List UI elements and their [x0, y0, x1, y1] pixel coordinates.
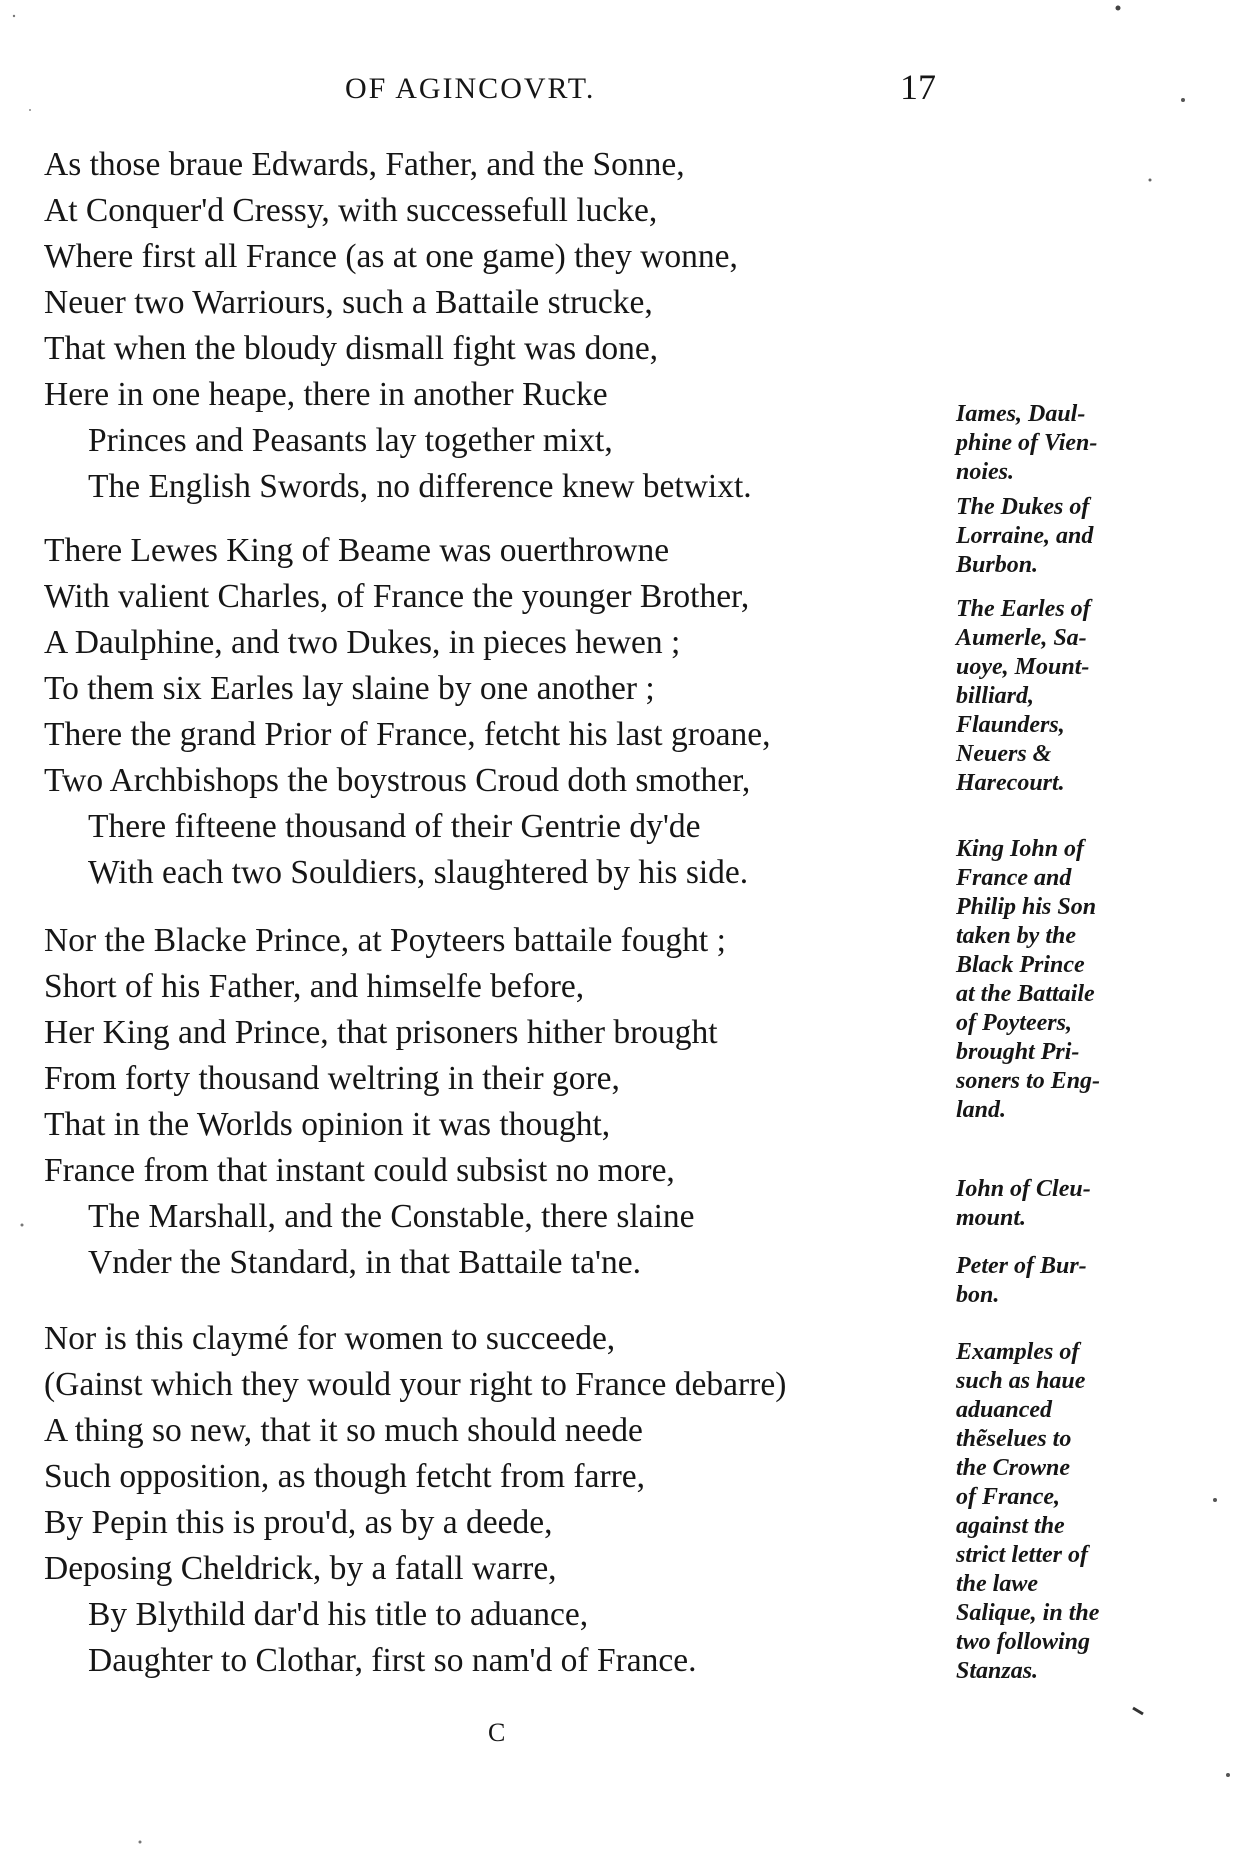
note-line: Harecourt.: [956, 770, 1065, 796]
marginal-note: [956, 1252, 1087, 1310]
verse-line-indented: The Marshall, and the Constable, there slaine: [88, 1198, 695, 1235]
verse-line: There Lewes King of Beame was ouerthrowne: [44, 532, 670, 569]
verse-line-indented: With each two Souldiers, slaughtered by his side.: [88, 854, 749, 891]
verse-line: As those braue Edwards, Father, and the Sonne,: [44, 146, 685, 183]
note-line: brought Pri-: [956, 1039, 1080, 1065]
note-line: Flaunders,: [956, 712, 1065, 738]
marginal-note: [956, 400, 1097, 487]
note-line: taken by the: [956, 923, 1076, 949]
signature-mark: C: [488, 1718, 506, 1747]
verse-line: By Pepin this is prou'd, as by a deede,: [44, 1504, 553, 1541]
note-line: bon.: [956, 1282, 1000, 1308]
note-line: at the Battaile: [956, 981, 1095, 1007]
note-line: Peter of Bur-: [956, 1253, 1087, 1279]
marginal-note: [956, 1338, 1099, 1686]
stanza-2: [44, 528, 944, 896]
note-line: uoye, Mount-: [956, 654, 1090, 680]
verse-line: There the grand Prior of France, fetcht his last groane,: [44, 716, 771, 753]
note-line: Iohn of Cleu-: [956, 1176, 1091, 1202]
verse-line: Such opposition, as though fetcht from farre,: [44, 1458, 646, 1495]
note-line: noies.: [956, 459, 1015, 485]
verse-line: With valient Charles, of France the younger Brother,: [44, 578, 750, 615]
note-line: the Crowne: [956, 1455, 1071, 1481]
verse-line-indented: Daughter to Clothar, first so nam'd of France.: [88, 1642, 697, 1679]
note-line: billiard,: [956, 683, 1035, 709]
verse-line: Her King and Prince, that prisoners hither brought: [44, 1014, 718, 1051]
note-line: soners to Eng-: [956, 1068, 1101, 1094]
marginal-note: [956, 595, 1091, 798]
note-line: Stanzas.: [956, 1658, 1039, 1684]
note-line: King Iohn of: [956, 836, 1085, 862]
marginal-note: [956, 1175, 1091, 1233]
speck: [13, 15, 15, 17]
speck: [1149, 179, 1152, 182]
verse-line: France from that instant could subsist no more,: [44, 1152, 675, 1189]
speck: [21, 1224, 24, 1227]
note-line: Aumerle, Sa-: [956, 625, 1087, 651]
verse-line: Neuer two Warriours, such a Battaile strucke,: [44, 284, 653, 321]
note-line: Lorraine, and: [956, 523, 1094, 549]
stanza-3: [44, 918, 944, 1286]
speck: [29, 109, 31, 111]
marginal-note: [956, 493, 1093, 580]
note-line: thẽselues to: [956, 1426, 1072, 1452]
speck: [1116, 6, 1121, 11]
stanza-4: [44, 1316, 944, 1684]
note-line: Philip his Son: [956, 894, 1097, 920]
verse-line: A Daulphine, and two Dukes, in pieces hewen ;: [44, 624, 681, 661]
note-line: against the: [956, 1513, 1065, 1539]
verse-line: Nor is this claymé for women to succeede,: [44, 1320, 616, 1357]
poem-body: [44, 142, 944, 1684]
verse-line: Deposing Cheldrick, by a fatall warre,: [44, 1550, 557, 1587]
verse-line-indented: There fifteene thousand of their Gentrie dy'de: [88, 808, 701, 845]
note-line: the lawe: [956, 1571, 1038, 1597]
verse-line: A thing so new, that it so much should neede: [44, 1412, 643, 1449]
verse-line-indented: By Blythild dar'd his title to aduance,: [88, 1596, 589, 1633]
verse-line: From forty thousand weltring in their gore,: [44, 1060, 620, 1097]
note-line: mount.: [956, 1205, 1027, 1231]
speck: [139, 1841, 142, 1844]
verse-line: That when the bloudy dismall fight was done,: [44, 330, 659, 367]
note-line: Iames, Daul-: [956, 401, 1086, 427]
note-line: of Poyteers,: [956, 1010, 1072, 1036]
verse-line: That in the Worlds opinion it was thought,: [44, 1106, 611, 1143]
verse-line-indented: The English Swords, no difference knew betwixt.: [88, 468, 752, 505]
verse-line: Where first all France (as at one game) they wonne,: [44, 238, 738, 275]
note-line: aduanced: [956, 1397, 1052, 1423]
speck: [1226, 1773, 1230, 1777]
verse-line: Here in one heape, there in another Rucke: [44, 376, 608, 413]
stanza-1: [44, 142, 944, 510]
note-line: The Dukes of: [956, 494, 1090, 520]
note-line: two following: [956, 1629, 1091, 1655]
verse-line-indented: Vnder the Standard, in that Battaile ta'ne.: [88, 1244, 642, 1281]
note-line: Examples of: [956, 1339, 1080, 1365]
note-line: Burbon.: [956, 552, 1039, 578]
note-line: of France,: [956, 1484, 1060, 1510]
note-line: phine of Vien-: [956, 430, 1098, 456]
note-line: Neuers &: [956, 741, 1052, 767]
note-line: Black Prince: [956, 952, 1085, 978]
running-head: OF AGINCOVRT.: [345, 72, 596, 105]
speck: [1181, 98, 1185, 102]
marginal-note: [956, 835, 1100, 1125]
note-line: land.: [956, 1097, 1007, 1123]
verse-line-indented: Princes and Peasants lay together mixt,: [88, 422, 613, 459]
verse-line: At Conquer'd Cressy, with successefull lucke,: [44, 192, 658, 229]
verse-line: Two Archbishops the boystrous Croud doth smother,: [44, 762, 751, 799]
verse-line: (Gainst which they would your right to France debarre): [44, 1366, 787, 1403]
note-line: The Earles of: [956, 596, 1091, 622]
speck: [1213, 1498, 1217, 1502]
verse-line: Short of his Father, and himselfe before,: [44, 968, 585, 1005]
speck: [1133, 1708, 1143, 1714]
verse-line: Nor the Blacke Prince, at Poyteers battaile fought ;: [44, 922, 726, 959]
page-number: 17: [900, 67, 936, 107]
note-line: such as haue: [956, 1368, 1086, 1394]
verse-line: To them six Earles lay slaine by one another ;: [44, 670, 655, 707]
note-line: strict letter of: [956, 1542, 1088, 1568]
note-line: France and: [956, 865, 1072, 891]
note-line: Salique, in the: [956, 1600, 1100, 1626]
